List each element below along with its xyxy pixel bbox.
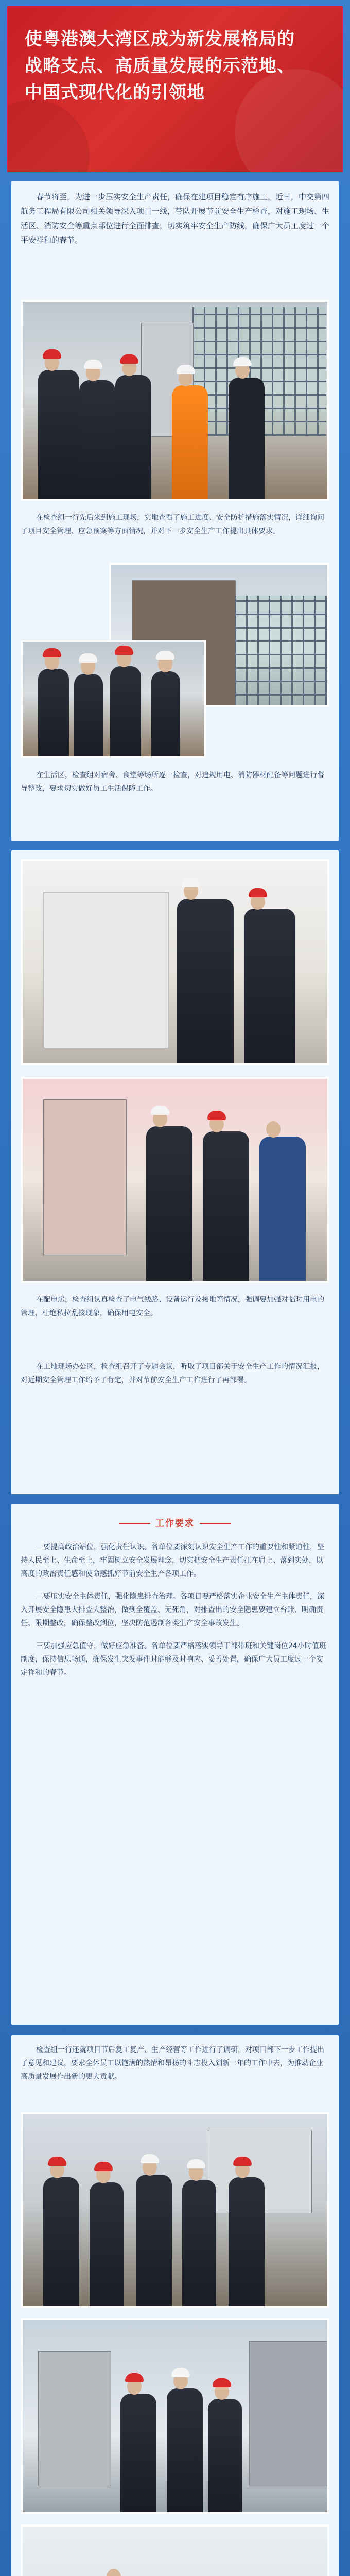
body-paragraph: 检查组一行还就项目节后复工复产、生产经营等工作进行了调研，对项目部下一步工作提出了意见和建议，要求全体员工以饱满的热情和昂扬的斗志投入到新一年的工作中去，为推动企业高质量发展作出新的更大贡献。 [21, 2046, 324, 2081]
body-paragraph: 在配电房，检查组认真检查了电气线路、设备运行及接地等情况，强调要加强对临时用电的管理，杜绝私拉乱接现象，确保用电安全。 [21, 1296, 324, 1317]
paragraph-block [21, 511, 329, 538]
banner-title [25, 26, 313, 106]
content-card [11, 850, 339, 1494]
requirement-item: 一要提高政治站位，强化责任认识。各单位要深刻认识安全生产工作的重要性和紧迫性，坚持人民至上、生命至上，牢固树立安全发展理念，切实把安全生产责任扛在肩上、落到实处，以高度的政治责任感和使命感抓好节前安全生产各项工作。 [21, 1543, 324, 1578]
section-heading [11, 1516, 339, 1529]
content-card [11, 2035, 339, 2576]
photo-site-road [21, 2318, 329, 2514]
paragraph-block [21, 2043, 329, 2083]
banner-title-line: 中国式现代化的引领地 [25, 82, 205, 103]
requirements-list [21, 1540, 329, 1680]
requirement-item: 三要加强应急值守，做好应急准备。各单位要严格落实领导干部带班和关键岗位24小时值班制度，保持信息畅通，确保发生突发事件时能够及时响应、妥善处置，确保广大员工度过一个安定祥和的春节。 [21, 1642, 326, 1677]
photo-dormitory-check [21, 1077, 329, 1283]
header-banner [7, 6, 343, 172]
content-card [11, 1504, 339, 2025]
body-paragraph: 在检查组一行先后来到施工现场，实地查看了施工进度、安全防护措施落实情况，详细询问了项目安全管理、应急预案等方面情况，并对下一步安全生产工作提出具体要求。 [21, 514, 324, 535]
body-paragraph: 在生活区，检查组对宿舍、食堂等场所逐一检查，对违规用电、消防器材配备等问题进行督导整改，要求切实做好员工生活保障工作。 [21, 771, 324, 793]
paragraph-block [21, 1293, 329, 1320]
photo-meeting-room [21, 2524, 329, 2576]
requirement-item: 二要压实安全主体责任，强化隐患排查治理。各项目要严格落实企业安全生产主体责任，深入开展安全隐患大排查大整治，做到全覆盖、无死角，对排查出的安全隐患要建立台账、明确责任、限期整改，确保整改到位，坚决防范遏制各类生产安全事故发生。 [21, 1592, 324, 1628]
heading-rule [200, 1523, 231, 1524]
paragraph-block [21, 769, 329, 795]
paragraph-block [21, 1360, 329, 1387]
photo-group-outdoor [21, 640, 206, 758]
photo-site-inspection [21, 300, 329, 501]
photo-site-walk [21, 2112, 329, 2308]
heading-rule [119, 1523, 150, 1524]
banner-title-line: 使粤港澳大湾区成为新发展格局的 [25, 29, 295, 49]
photo-electrical-check [21, 859, 329, 1065]
content-card [11, 181, 339, 841]
body-paragraph: 在工地现场办公区，检查组召开了专题会议，听取了项目部关于安全生产工作的情况汇报，对近期安全管理工作给予了肯定，并对节前安全生产工作进行了再部署。 [21, 1363, 324, 1384]
intro-block [21, 190, 329, 247]
section-title-text: 工作要求 [155, 1518, 195, 1529]
banner-decoration [7, 100, 90, 172]
intro-paragraph: 春节将至，为进一步压实安全生产责任，确保在建项目稳定有序施工，近日，中交第四航务工程局有限公司相关领导深入项目一线，带队开展节前安全生产检查，对施工现场、生活区、消防安全等重点部位进行全面排查，切实筑牢安全生产防线，确保广大员工度过一个平安祥和的春节。 [21, 192, 330, 245]
banner-title-line: 战略支点、高质量发展的示范地、 [25, 56, 295, 76]
